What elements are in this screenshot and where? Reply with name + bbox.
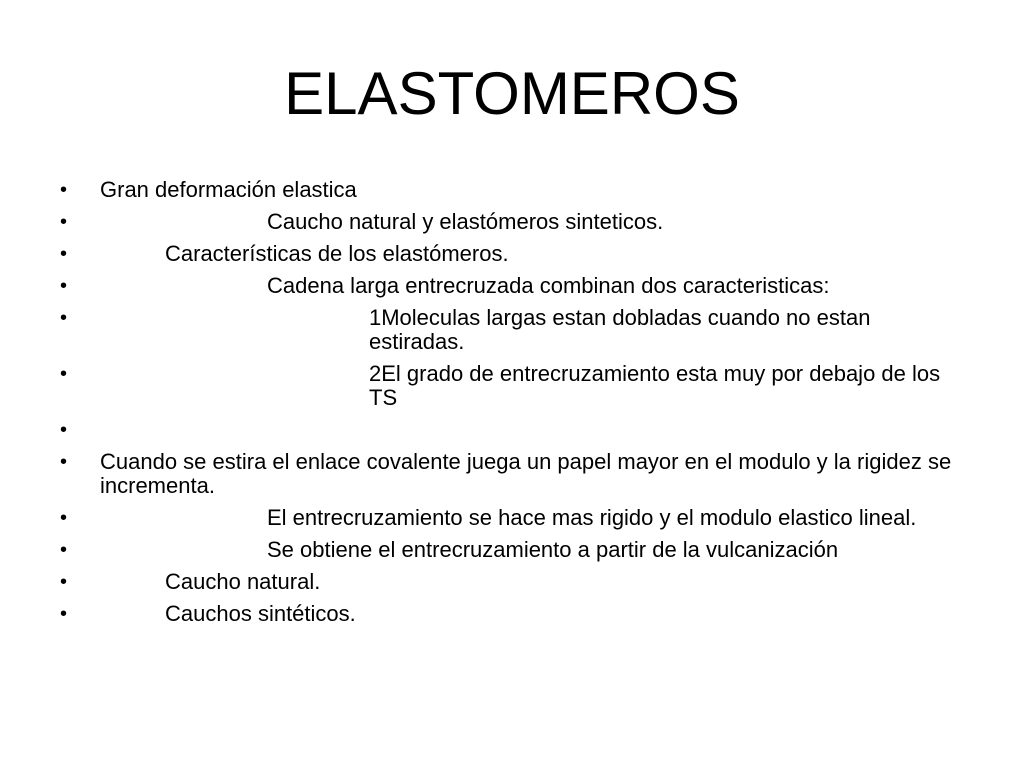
bullet-item: [0, 178, 1024, 202]
bullet-item-empty: [0, 418, 1024, 442]
bullet-mark: •: [60, 571, 68, 593]
bullet-item: [0, 450, 1024, 498]
bullet-text: Cuando se estira el enlace covalente juega un papel mayor en el modulo y la rigidez se incrementa.: [100, 449, 952, 498]
bullet-item: [0, 274, 1024, 298]
bullet-text: 1Moleculas largas estan dobladas cuando no estan estiradas.: [369, 305, 871, 354]
bullet-item: [0, 362, 1024, 410]
bullet-mark: •: [60, 419, 68, 441]
bullet-mark: •: [60, 507, 68, 529]
bullet-mark: •: [60, 539, 68, 561]
bullet-mark: •: [60, 307, 68, 329]
bullet-text: Características de los elastómeros.: [165, 241, 509, 266]
bullet-item: [0, 306, 1024, 354]
bullet-text: Caucho natural y elastómeros sinteticos.: [267, 209, 664, 234]
bullet-mark: •: [60, 211, 68, 233]
bullet-item: [0, 210, 1024, 234]
slide-title: ELASTOMEROS: [284, 60, 740, 127]
bullet-text: Se obtiene el entrecruzamiento a partir de la vulcanización: [267, 537, 839, 562]
bullet-mark: •: [60, 603, 68, 625]
bullet-text: El entrecruzamiento se hace mas rigido y el modulo elastico lineal.: [267, 505, 917, 530]
bullet-mark: •: [60, 451, 68, 473]
bullet-item: [0, 242, 1024, 266]
bullet-text: Cadena larga entrecruzada combinan dos caracteristicas:: [267, 273, 830, 298]
bullet-item: [0, 570, 1024, 594]
bullet-list: [0, 178, 1024, 634]
bullet-text: Cauchos sintéticos.: [165, 601, 356, 626]
bullet-mark: •: [60, 179, 68, 201]
bullet-item: [0, 538, 1024, 562]
bullet-text: Caucho natural.: [165, 569, 321, 594]
bullet-mark: •: [60, 243, 68, 265]
bullet-mark: •: [60, 363, 68, 385]
bullet-text: 2El grado de entrecruzamiento esta muy por debajo de los TS: [369, 361, 941, 410]
bullet-mark: •: [60, 275, 68, 297]
bullet-item: [0, 506, 1024, 530]
bullet-text: Gran deformación elastica: [100, 177, 357, 202]
bullet-item: [0, 602, 1024, 626]
